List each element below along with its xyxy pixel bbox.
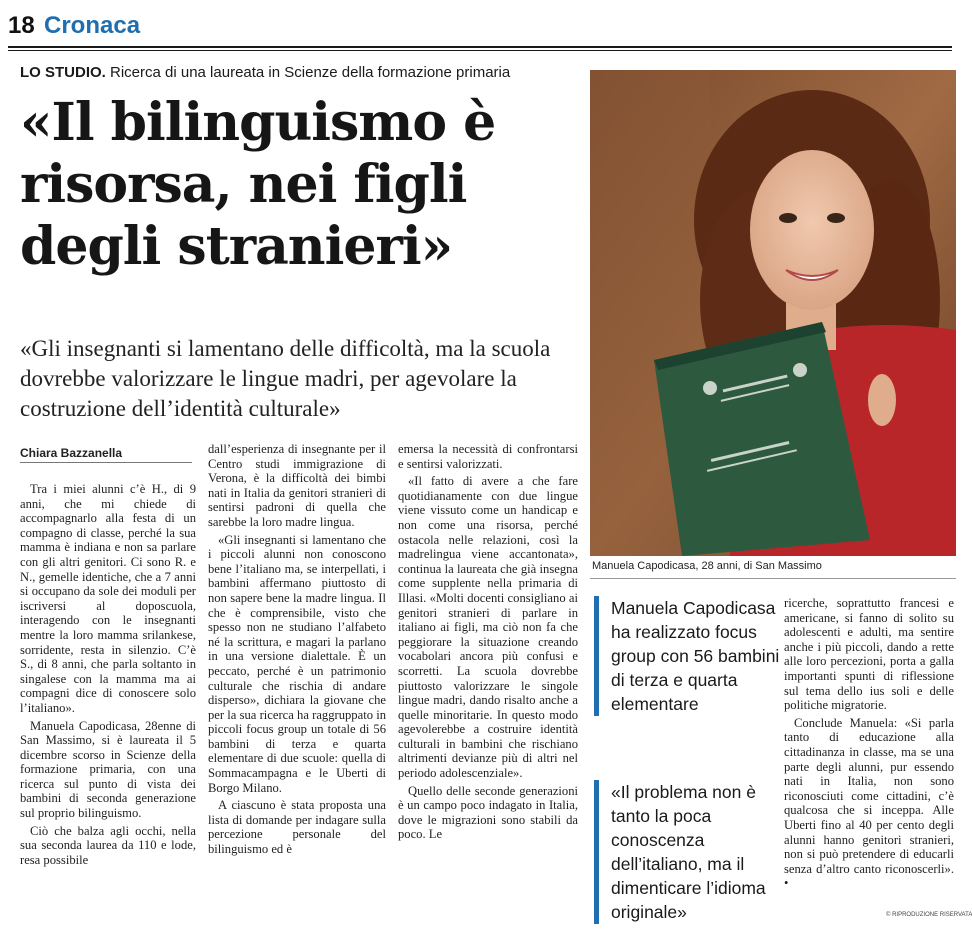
pull-quote: «Il problema non è tanto la poca conoscenza dell’italiano, ma il dimenticare l’idioma originale» (594, 780, 781, 924)
paragraph: «Gli insegnanti si lamentano che i piccoli alunni non conoscono bene l’italiano ma, se interpellati, i bambini affermano piuttosto di non sapere bene la madre lingua. Il che è comprensibile, visto che spesso non ne studiano l’alfabeto né la scrittura, e magari la parlano in una versione dialettale. È un peccato, perché è un patrimonio culturale che rischia di andare disperso», dichiara la giovane che per la sua ricerca ha raggruppato in piccoli focus group un totale di 56 bambini di terza e quarta elementare di due scuole: quella di Sommacampagna e le Uberti di Borgo Milano. (208, 532, 386, 795)
paragraph: Conclude Manuela: «Si parla tanto di educazione alla cittadinanza in classe, ma se una parte degli alunni, pur essendo nati in Italia, non sono riconosciuti come cittadini, c’è qualcosa che si inceppa. Alle Uberti fino al 40 per cento degli alunni hanno genitori stranieri, non si può pretendere di educarli senza d’altro canto riconoscerli». • (784, 715, 954, 891)
kicker-text: Ricerca di una laureata in Scienze della formazione primaria (105, 64, 511, 81)
paragraph: Quello delle seconde generazioni è un campo poco indagato in Italia, dove le migrazioni sono stabili da poco. Le (398, 783, 578, 842)
pull-quote: Manuela Capodicasa ha realizzato focus group con 56 bambini di terza e quarta elementare (594, 596, 781, 716)
page-number: 18 (8, 12, 35, 39)
caption-rule (590, 578, 956, 579)
header-rule-thin (8, 50, 952, 51)
paragraph: ricerche, soprattutto francesi e americane, si fanno di solito su adolescenti e adulti, ma sentire anche i più piccoli, dando a rette alle loro percezioni, porta a galla importanti spunti di riflessione sul tema dello ius soli e delle politiche migratorie. (784, 596, 954, 713)
paragraph: A ciascuno è stata proposta una lista di domande per indagare sulla percezione personale del bilinguismo ed è (208, 798, 386, 857)
body-column-1 (20, 482, 196, 922)
page-header (8, 10, 952, 46)
kicker-label: LO STUDIO. (20, 64, 106, 81)
paragraph: emersa la necessità di confrontarsi e sentirsi valorizzati. (398, 442, 578, 471)
headline: «Il bilinguismo è risorsa, nei figli degli stranieri» (20, 92, 496, 277)
paragraph: Tra i miei alunni c’è H., di 9 anni, che mi chiede di accompagnarlo alla festa di un compagno di classe, perché la sua mamma è indiana e non sa parlare con gli altri genitori. Ci sono R. e N., gemelle identiche, che a 7 anni si occupano da sole dei moduli per iscriversi al doposcuola, interagendo con le insegnanti mentre la loro mamma srilankese, sorridente, resta in silenzio. C’è S., di 8 anni, che parla soltanto in singalese con la mamma ma ai compagni dice di conoscere solo l’italiano». (20, 482, 196, 715)
byline-rule (20, 462, 192, 463)
byline: Chiara Bazzanella (20, 446, 123, 460)
kicker (20, 64, 580, 81)
header-rule (8, 46, 952, 48)
paragraph: dall’esperienza di insegnante per il Centro studi immigrazione di Verona, è la difficoltà dei bimbi nati in Italia da genitori stranieri di sentirsi padroni di quella che sarebbe la loro madre lingua. (208, 442, 386, 529)
section-title: Cronaca (44, 12, 141, 39)
body-column-5 (784, 596, 954, 910)
photo-illustration (590, 70, 956, 556)
paragraph: Ciò che balza agli occhi, nella sua seconda laurea da 110 e lode, resa possibile (20, 823, 196, 867)
paragraph: «Il fatto di avere a che fare quotidianamente con due lingue viene vissuto come un handicap e non come una risorsa, perché ostacola nelle relazioni, così la madrelingua viene accantonata», continua la laureata che già insegna come supplente nella primaria di Illasi. «Molti docenti consigliano ai genitori stranieri di parlare in italiano ai figli, ma ciò non fa che peggiorare la situazione creando vocabolari ancora più confusi e scorretti. La scuola dovrebbe piuttosto valorizzare le singole lingue madri, dando risalto anche a quelle minoritarie. In questo modo agevolerebbe a costruire identità culturali in bambini che rischiano altrimenti devianze più di altri nel periodo adolescenziale». (398, 474, 578, 781)
portrait-photo (590, 70, 956, 556)
subheadline: «Gli insegnanti si lamentano delle difficoltà, ma la scuola dovrebbe valorizzare le lingue madri, per agevolare la costruzione dell’identità culturale» (20, 336, 551, 421)
body-column-3 (398, 442, 578, 922)
copyright-note: © RIPRODUZIONE RISERVATA (886, 912, 972, 918)
paragraph: Manuela Capodicasa, 28enne di San Massimo, si è laureata il 5 dicembre scorso in Scienze della formazione primaria, con una ricerca sul punto di vista dei bambini di seconda generazione sul proprio bilinguismo. (20, 718, 196, 821)
body-column-2 (208, 442, 386, 922)
photo-caption: Manuela Capodicasa, 28 anni, di San Massimo (592, 560, 822, 572)
